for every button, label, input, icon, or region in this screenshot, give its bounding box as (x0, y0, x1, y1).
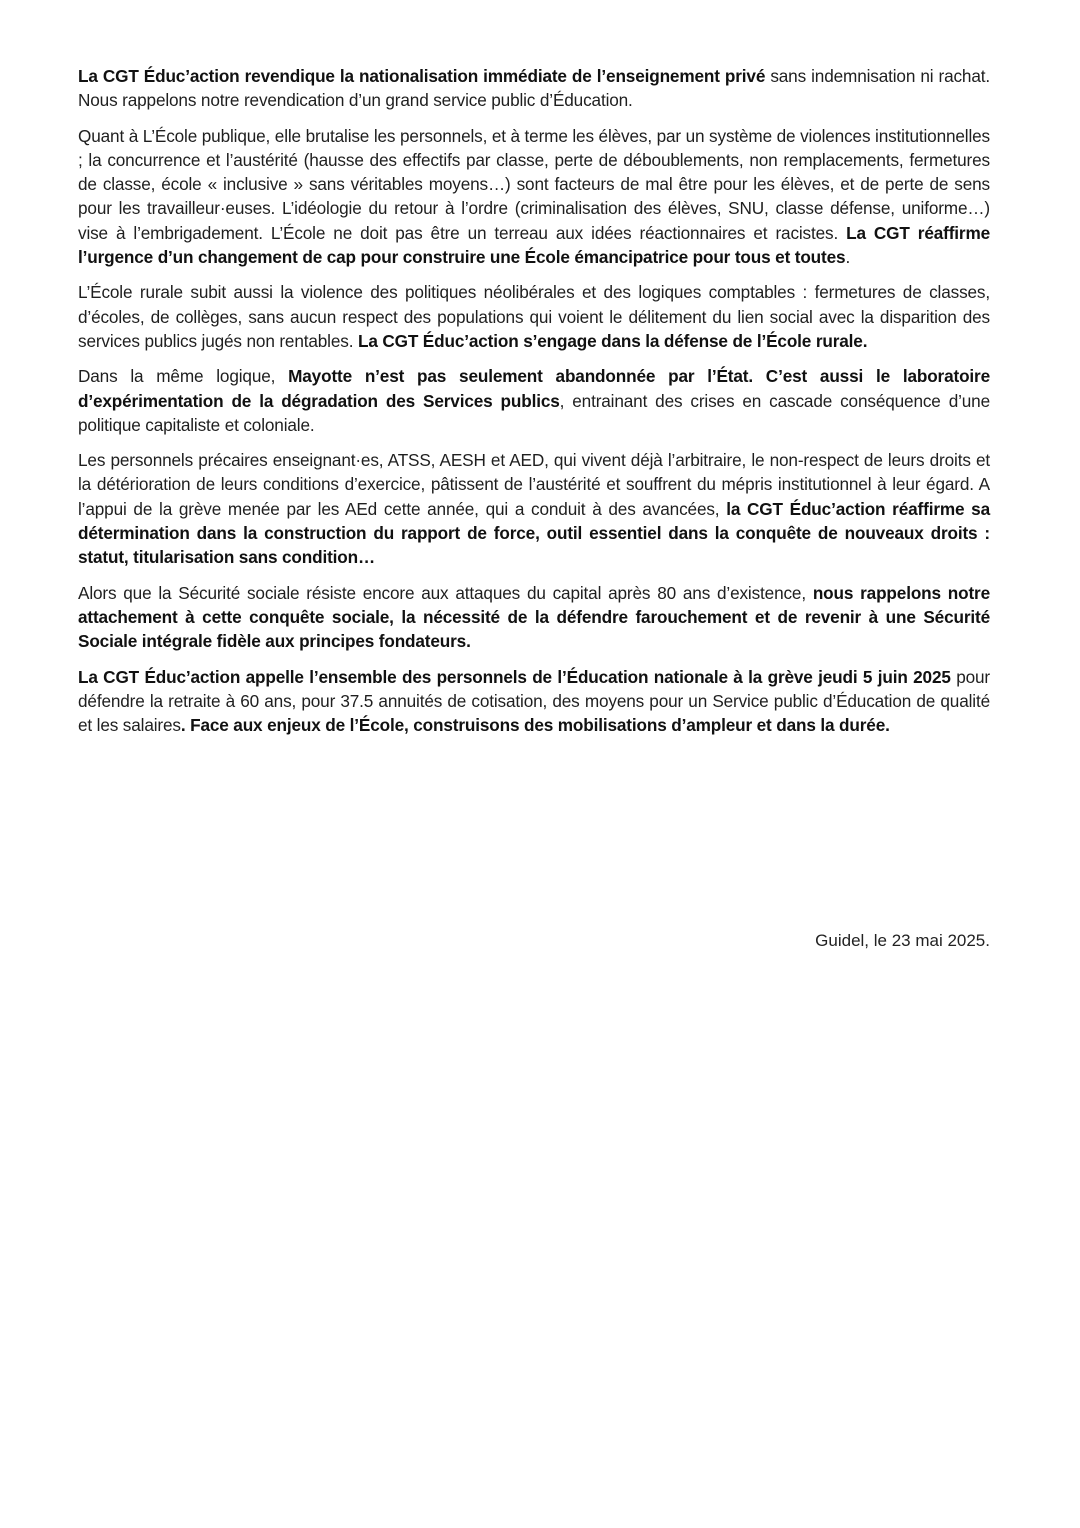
text-run: nous rappelons notre attachement à cette conquête sociale, la nécessité de la défendre farouchement et de revenir à une Sécurité Sociale intégrale fidèle aux principes fondateurs. (78, 582, 990, 652)
document-body (78, 64, 990, 748)
paragraph-appel-greve (78, 665, 990, 738)
paragraph-precaires (78, 448, 990, 569)
text-run: Alors que la Sécurité sociale résiste encore aux attaques du capital après 80 ans d’existence, (78, 582, 813, 603)
text-run: pour défendre la retraite à 60 ans, pour 37.5 annuités de cotisation, des moyens pour un Service public d’Éducation de qualité et les salaires (78, 666, 990, 736)
text-run: La CGT Éduc’action appelle l’ensemble des personnels de l’Éducation nationale à la grève jeudi 5 juin 2025 (78, 666, 951, 687)
paragraph-ecole-publique (78, 124, 990, 270)
paragraph-nationalisation (78, 64, 990, 113)
text-run: Quant à L’École publique, elle brutalise les personnels, et à terme les élèves, par un système de violences institutionnelles ; la concurrence et l’austérité (hausse des effectifs par classe, perte de déboublements, non remplacements, fermetures de classe, école « inclusive » sans véritables moyens…) sont facteurs de mal être pour les élèves, et de perte de sens pour les travailleur·euses. L’idéologie du retour à l’ordre (criminalisation des élèves, SNU, classe défense, uniforme…) vise à l’embrigadement. L’École ne doit pas être un terreau aux idées réactionnaires et racistes. (78, 125, 990, 243)
text-run: . (845, 247, 851, 268)
text-run: Les personnels précaires enseignant·es, ATSS, AESH et AED, qui vivent déjà l’arbitraire, le non-respect de leurs droits et la détérioration de leurs conditions d’exercice, pâtissent de l’austérité et souffrent du mépris institutionnel à leur égard. A l’appui de la grève menée par les AEd cette année, qui a conduit à des avancées, (78, 450, 990, 519)
text-run: La CGT réaffirme l’urgence d’un changement de cap pour construire une École émancipatrice pour tous et toutes (78, 222, 990, 268)
paragraph-mayotte (78, 364, 990, 437)
text-run: Mayotte n’est pas seulement abandonnée par l’État. C’est aussi le laboratoire d’expérimentation de la dégradation des Services publics (78, 366, 990, 411)
text-run: . Face aux enjeux de l’École, construisons des mobilisations d’ampleur et dans la durée. (180, 715, 890, 736)
signature-date: Guidel, le 23 mai 2025. (815, 931, 990, 950)
paragraph-securite-sociale (78, 581, 990, 654)
text-run: La CGT Éduc’action revendique la nationalisation immédiate de l’enseignement privé (78, 66, 766, 86)
text-run: , entrainant des crises en cascade conséquence d’une politique capitaliste et coloniale. (78, 390, 990, 435)
text-run: la CGT Éduc’action réaffirme sa détermination dans la construction du rapport de force, outil essentiel dans la conquête de nouveaux droits : statut, titularisation sans condition… (78, 498, 990, 568)
text-run: sans indemnisation ni rachat. Nous rappelons notre revendication d’un grand service public d’Éducation. (78, 66, 990, 111)
text-run: L’École rurale subit aussi la violence des politiques néolibérales et des logiques comptables : fermetures de classes, d’écoles, de collèges, sans aucun respect des populations qui voient le délitement du lien social avec la disparition des services publics jugés non rentables. (78, 282, 990, 351)
text-run: Dans la même logique, (78, 366, 289, 387)
paragraph-ecole-rurale (78, 280, 990, 353)
text-run: La CGT Éduc’action s’engage dans la défense de l’École rurale. (357, 330, 868, 351)
